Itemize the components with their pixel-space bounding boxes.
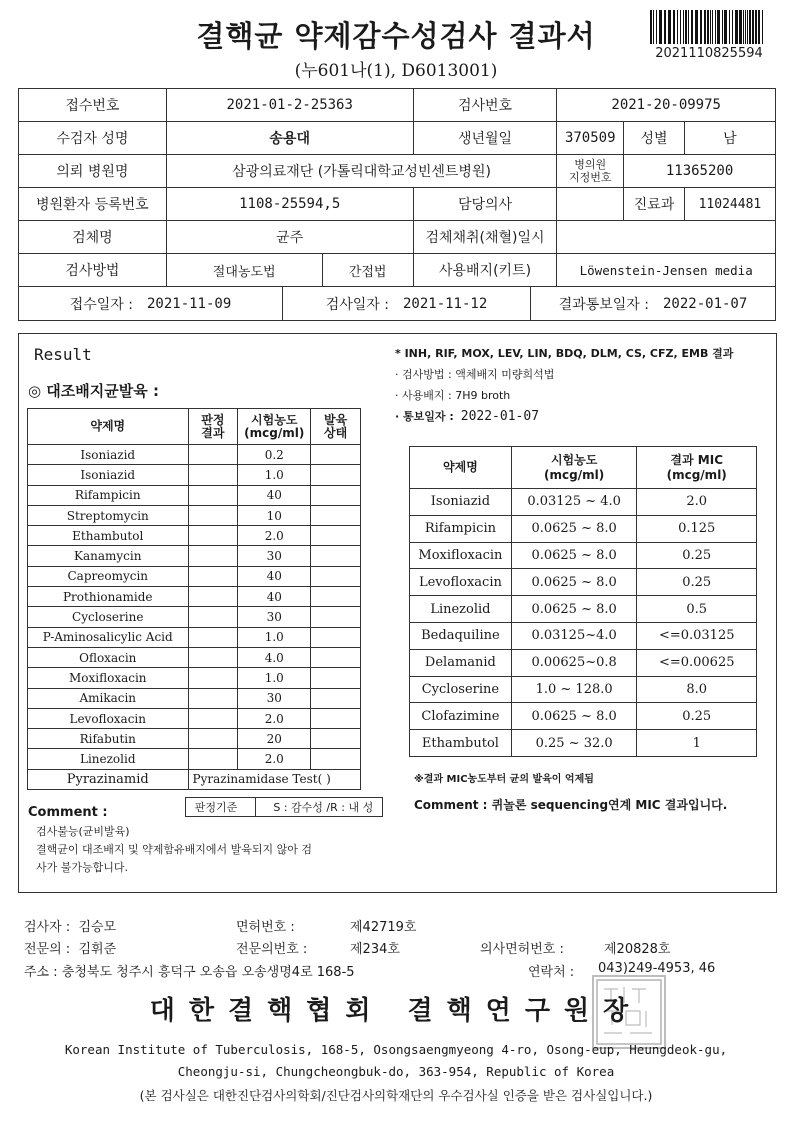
birth-date: 370509	[557, 122, 624, 155]
table-row	[410, 489, 757, 516]
cell-drug: Ethambutol	[28, 526, 189, 546]
mic-table	[409, 446, 757, 757]
cell-result	[188, 445, 238, 465]
dept-label: 진료과	[624, 188, 685, 221]
comment-line: 결핵균이 대조배지 및 약제함유배지에서 발육되지 않아 검	[36, 843, 313, 856]
cell-conc: 2.0	[238, 708, 311, 728]
cell-result	[188, 566, 238, 586]
table-row	[410, 622, 757, 649]
cell-result	[188, 729, 238, 749]
hospital-label: 의뢰 병원명	[19, 155, 167, 188]
cell-drug: P-Aminosalicylic Acid	[28, 627, 189, 647]
received-date: 2021-11-09	[146, 295, 232, 312]
table-row	[28, 485, 361, 505]
mic-cell-drug: Linezolid	[410, 596, 512, 623]
cell-result	[188, 749, 238, 769]
mic-cell-drug: Cycloserine	[410, 676, 512, 703]
cell-drug: Capreomycin	[28, 566, 189, 586]
mic-cell-drug: Bedaquiline	[410, 622, 512, 649]
cell-result	[188, 587, 238, 607]
mic-cell-range: 1.0 ~ 128.0	[511, 676, 637, 703]
mic-cell-mic: 0.25	[637, 569, 757, 596]
cell-drug: Isoniazid	[28, 445, 189, 465]
mic-cell-mic: 0.125	[637, 515, 757, 542]
institute-name-korean: 대한결핵협회 결핵연구원장	[149, 996, 643, 1026]
mic-cell-drug: Isoniazid	[410, 489, 512, 516]
pyrazinamidase-test: Pyrazinamidase Test( )	[188, 769, 361, 789]
cell-growth	[311, 546, 361, 566]
header-conc: 시험농도 (mcg/ml)	[238, 409, 311, 445]
comment-text	[36, 823, 376, 877]
header-growth: 발육 상태	[311, 409, 361, 445]
hospital-code: 11365200	[624, 155, 776, 188]
contact: 043)249-4953, 46	[598, 961, 716, 976]
cell-growth	[311, 688, 361, 708]
comment-label: Comment :	[28, 805, 108, 820]
susceptibility-table	[27, 408, 361, 790]
cell-conc: 40	[238, 485, 311, 505]
table-row	[410, 569, 757, 596]
table-row	[28, 445, 361, 465]
barcode-number: 2021110825594	[655, 46, 763, 61]
certification-text: (본 검사실은 대한진단검사의학회/진단검사의학재단의 우수검사실 인증을 받은 검사실입니다.)	[139, 1088, 653, 1103]
table-row	[410, 730, 757, 757]
cell-drug: Kanamycin	[28, 546, 189, 566]
specimen-label: 검체명	[19, 221, 167, 254]
table-row	[28, 708, 361, 728]
table-row	[28, 465, 361, 485]
cell-result	[188, 668, 238, 688]
pyrazinamid-label: Pyrazinamid	[28, 769, 189, 789]
mic-cell-drug: Ethambutol	[410, 730, 512, 757]
mic-cell-mic: 0.25	[637, 542, 757, 569]
cell-growth	[311, 445, 361, 465]
cell-conc: 1.0	[238, 627, 311, 647]
header-drug: 약제명	[28, 409, 189, 445]
method-label: 검사방법	[19, 254, 167, 287]
cell-growth	[311, 668, 361, 688]
patient-reg-label: 병원환자 등록번호	[19, 188, 167, 221]
specimen-value: 균주	[166, 221, 413, 254]
mic-cell-drug: Levofloxacin	[410, 569, 512, 596]
patient-info-table	[18, 88, 776, 321]
table-row	[28, 668, 361, 688]
criteria-box	[185, 797, 383, 817]
cell-result	[188, 546, 238, 566]
specialist-line: 전문의 : 김휘준 전문의번호 : 제234호 의사면허번호 : 제20828호	[24, 938, 116, 957]
collect-label: 검체채취(채혈)일시	[413, 221, 557, 254]
cell-result	[188, 607, 238, 627]
header-result: 판정 결과	[188, 409, 238, 445]
table-row	[28, 729, 361, 749]
cell-result	[188, 627, 238, 647]
table-row	[28, 627, 361, 647]
mic-cell-range: 0.00625~0.8	[511, 649, 637, 676]
mic-cell-mic: <=0.00625	[637, 649, 757, 676]
specialist-no: 제234호	[350, 942, 400, 957]
cell-result	[188, 688, 238, 708]
cell-drug: Linezolid	[28, 749, 189, 769]
cell-result	[188, 505, 238, 525]
method-value-2: 간접법	[322, 254, 413, 287]
sex-value: 남	[684, 122, 775, 155]
cell-conc: 2.0	[238, 749, 311, 769]
cell-growth	[311, 708, 361, 728]
mic-note: ※결과 MIC농도부터 균의 발육이 억제됨	[414, 774, 594, 785]
document-title: 결핵균 약제감수성검사 결과서	[196, 19, 596, 53]
table-row	[28, 587, 361, 607]
mic-cell-mic: <=0.03125	[637, 622, 757, 649]
tested-date: 2021-11-12	[402, 295, 488, 312]
patient-name: 송용대	[166, 122, 413, 155]
collect-value	[557, 221, 776, 254]
license-no: 제42719호	[350, 920, 417, 935]
test-no: 2021-20-09975	[557, 89, 776, 122]
name-label: 수검자 성명	[19, 122, 167, 155]
mic-report-label: · 통보일자 :	[395, 410, 454, 423]
criteria-value: S : 감수성 /R : 내 성	[273, 801, 374, 814]
mic-header	[395, 343, 733, 427]
comment-line: 사가 불가능합니다.	[36, 861, 129, 874]
cell-drug: Streptomycin	[28, 505, 189, 525]
criteria-label: 판정기준	[194, 801, 238, 814]
table-row	[410, 676, 757, 703]
hospital-name: 삼광의료재단 (가톨릭대학교성빈센트병원)	[166, 155, 557, 188]
received-label: 접수일자 :	[69, 296, 133, 313]
cell-result	[188, 708, 238, 728]
cell-growth	[311, 526, 361, 546]
barcode	[650, 10, 766, 44]
table-row	[410, 542, 757, 569]
mic-cell-range: 0.0625 ~ 8.0	[511, 569, 637, 596]
mic-header-result: 결과 MIC (mcg/ml)	[637, 447, 757, 489]
table-row	[28, 607, 361, 627]
mic-cell-drug: Delamanid	[410, 649, 512, 676]
hospital-code-label: 병의원 지정번호	[557, 155, 624, 188]
cell-growth	[311, 587, 361, 607]
cell-drug: Cycloserine	[28, 607, 189, 627]
doctor-license: 제20828호	[604, 942, 671, 957]
mic-header-drug: 약제명	[410, 447, 512, 489]
mic-cell-range: 0.03125 ~ 4.0	[511, 489, 637, 516]
cell-conc: 30	[238, 688, 311, 708]
cell-conc: 0.2	[238, 445, 311, 465]
cell-result	[188, 647, 238, 667]
cell-growth	[311, 749, 361, 769]
cell-conc: 4.0	[238, 647, 311, 667]
cell-result	[188, 465, 238, 485]
address: 충청북도 청주시 흥덕구 오송읍 오송생명4로 168-5	[61, 965, 355, 980]
cell-growth	[311, 566, 361, 586]
mic-medium-line: · 사용배지 : 7H9 broth	[395, 389, 511, 402]
table-row	[28, 505, 361, 525]
table-row	[28, 688, 361, 708]
mic-cell-range: 0.0625 ~ 8.0	[511, 515, 637, 542]
mic-cell-mic: 2.0	[637, 489, 757, 516]
birth-label: 생년월일	[413, 122, 557, 155]
cell-conc: 40	[238, 566, 311, 586]
table-row	[28, 546, 361, 566]
cell-drug: Ofloxacin	[28, 647, 189, 667]
doctor-label: 담당의사	[413, 188, 557, 221]
cell-conc: 30	[238, 546, 311, 566]
cell-conc: 1.0	[238, 668, 311, 688]
result-title: Result	[34, 345, 92, 364]
mic-cell-range: 0.0625 ~ 8.0	[511, 596, 637, 623]
mic-comment: Comment : 퀴놀론 sequencing연계 MIC 결과입니다.	[414, 798, 728, 812]
table-row	[28, 647, 361, 667]
cell-result	[188, 485, 238, 505]
mic-cell-mic: 0.25	[637, 703, 757, 730]
comment-line: 검사불능(균비발육)	[36, 825, 130, 838]
table-row	[28, 566, 361, 586]
reported-date: 2022-01-07	[663, 295, 748, 312]
cell-growth	[311, 627, 361, 647]
table-row	[28, 749, 361, 769]
cell-growth	[311, 485, 361, 505]
cell-drug: Rifampicin	[28, 485, 189, 505]
table-row	[28, 526, 361, 546]
mic-method-line: · 검사방법 : 액체배지 미량희석법	[395, 368, 555, 381]
mic-cell-mic: 1	[637, 730, 757, 757]
specialist-name: 김휘준	[78, 942, 117, 957]
mic-drugs-line: * INH, RIF, MOX, LEV, LIN, BDQ, DLM, CS, CFZ, EMB 결과	[395, 347, 734, 360]
dates-row	[19, 287, 776, 321]
mic-report-date: 2022-01-07	[460, 409, 540, 424]
cell-drug: Rifabutin	[28, 729, 189, 749]
control-culture-label: ◎ 대조배지균발육 :	[28, 382, 159, 400]
cell-drug: Prothionamide	[28, 587, 189, 607]
mic-cell-range: 0.25 ~ 32.0	[511, 730, 637, 757]
mic-cell-drug: Rifampicin	[410, 515, 512, 542]
mic-header-range: 시험농도 (mcg/ml)	[511, 447, 637, 489]
cell-conc: 2.0	[238, 526, 311, 546]
mic-cell-range: 0.0625 ~ 8.0	[511, 703, 637, 730]
mic-cell-mic: 8.0	[637, 676, 757, 703]
cell-drug: Isoniazid	[28, 465, 189, 485]
mic-cell-range: 0.03125~4.0	[511, 622, 637, 649]
cell-growth	[311, 647, 361, 667]
tester-line: 검사자 : 김승모 면허번호 : 제42719호	[24, 916, 116, 935]
receipt-no-label: 접수번호	[19, 89, 167, 122]
cell-conc: 30	[238, 607, 311, 627]
cell-conc: 1.0	[238, 465, 311, 485]
cell-drug: Levofloxacin	[28, 708, 189, 728]
cell-growth	[311, 729, 361, 749]
table-row	[410, 703, 757, 730]
cell-drug: Moxifloxacin	[28, 668, 189, 688]
cell-conc: 10	[238, 505, 311, 525]
cell-growth	[311, 505, 361, 525]
result-divider	[388, 340, 389, 850]
mic-cell-range: 0.0625 ~ 8.0	[511, 542, 637, 569]
table-row	[410, 649, 757, 676]
dept-code: 11024481	[684, 188, 775, 221]
cell-result	[188, 526, 238, 546]
table-row	[410, 596, 757, 623]
mic-cell-drug: Clofazimine	[410, 703, 512, 730]
cell-growth	[311, 465, 361, 485]
mic-cell-drug: Moxifloxacin	[410, 542, 512, 569]
tester-name: 김승모	[78, 920, 117, 935]
mic-cell-mic: 0.5	[637, 596, 757, 623]
cell-conc: 40	[238, 587, 311, 607]
address-line: 주소 : 충청북도 청주시 흥덕구 오송읍 오송생명4로 168-5 연락처 : 043)249-4953, 46	[24, 961, 716, 980]
tested-label: 검사일자 :	[325, 296, 389, 313]
test-no-label: 검사번호	[413, 89, 557, 122]
reported-label: 결과통보일자 :	[558, 296, 649, 313]
cell-growth	[311, 607, 361, 627]
institute-address-line-1: Korean Institute of Tuberculosis, 168-5, Osongsaengmyeong 4-ro, Osong-eup, Heungdeok-gu,	[64, 1042, 728, 1057]
medium-label: 사용배지(키트)	[413, 254, 557, 287]
method-value-1: 절대농도법	[166, 254, 322, 287]
cell-drug: Amikacin	[28, 688, 189, 708]
table-row	[410, 515, 757, 542]
doctor-name	[557, 188, 624, 221]
medium-value: Löwenstein-Jensen media	[557, 254, 776, 287]
receipt-no: 2021-01-2-25363	[166, 89, 413, 122]
institute-address-line-2: Cheongju-si, Chungcheongbuk-do, 363-954, Republic of Korea	[177, 1064, 615, 1079]
sex-label: 성별	[624, 122, 685, 155]
patient-reg-no: 1108-25594,5	[166, 188, 413, 221]
cell-conc: 20	[238, 729, 311, 749]
document-code: (누601나(1), D6013001)	[294, 61, 498, 81]
